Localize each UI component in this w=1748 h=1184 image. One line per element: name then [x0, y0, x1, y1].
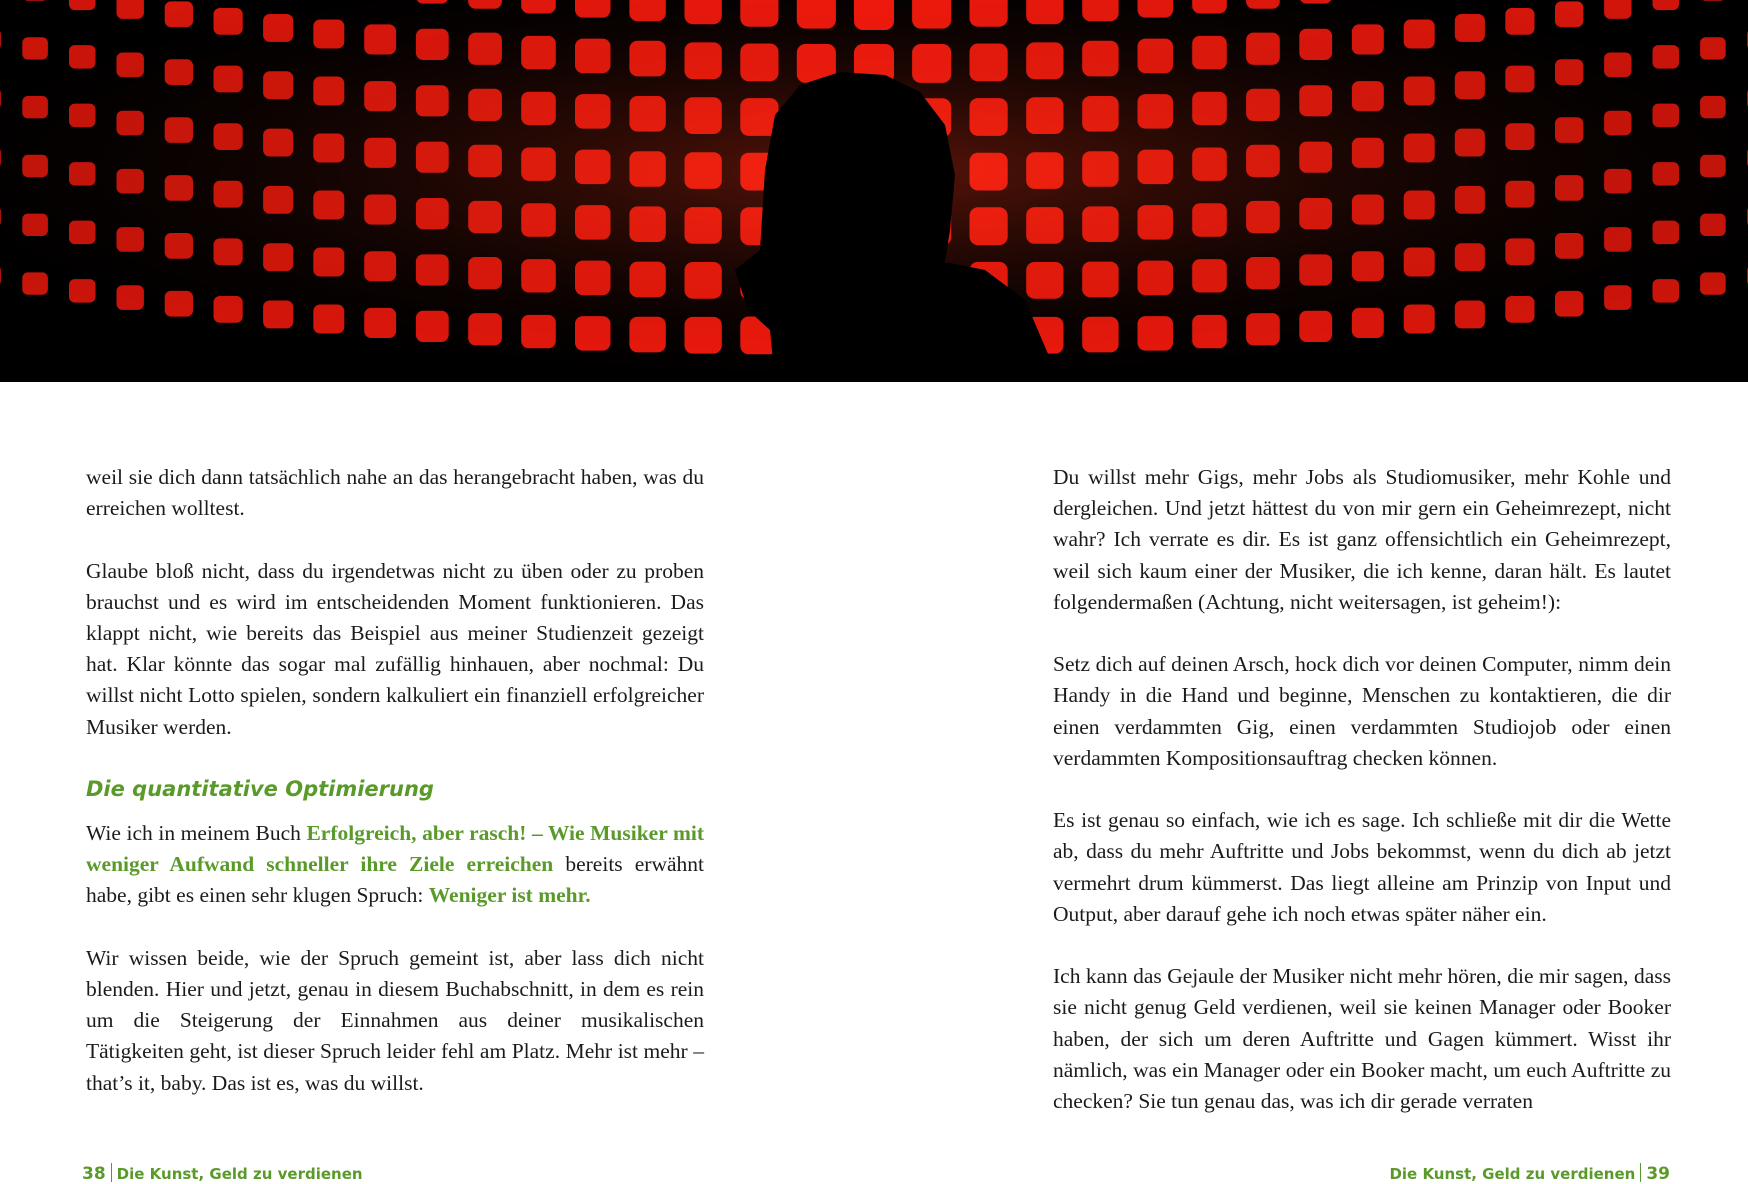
- header-photo-red-led-wall: [0, 0, 1748, 382]
- paragraph-2: Glaube bloß nicht, dass du irgendetwas nicht zu üben oder zu proben brauchst und es wird im entscheidenden Moment funktionieren. Das klappt nicht, wie bereits das Beispiel aus meiner Studienzeit gezeigt hat. Klar könnte das sogar mal zufällig hinhauen, aber nochmal: Du willst nicht Lotto spielen, sondern kalkuliert ein finanziell erfolgreicher Musiker werden.: [86, 558, 704, 739]
- running-title-left: Die Kunst, Geld zu verdienen: [116, 1165, 363, 1183]
- quote-text-1: Wie ich in meinem Buch: [86, 821, 307, 845]
- paragraph-last: Wir wissen beide, wie der Spruch gemeint ist, aber lass dich nicht blenden. Hier und jetzt, genau in diesem Buchabschnitt, in dem es rein um die Steigerung der Einnahmen aus deiner musikalischen Tätigkeiten geht, ist dieser Spruch leider fehl am Platz. Mehr ist mehr – that’s it, baby. Das ist es, was du willst.: [86, 945, 704, 1095]
- page-number-right: 39: [1646, 1164, 1670, 1184]
- footer-left: [82, 1163, 363, 1184]
- saying-highlight: Weniger ist mehr.: [428, 883, 591, 908]
- paragraph-1: Du willst mehr Gigs, mehr Jobs als Studiomusiker, mehr Kohle und dergleichen. Und jetzt hättest du von mir gern ein Geheimrezept, nicht wahr? Ich verrate es dir. Es ist ganz offensichtlich ein Geheimrezept, weil sich kaum einer der Musiker, die ich kenne, daran hält. Es lautet folgendermaßen (Achtung, nicht weitersagen, ist geheim!):: [1053, 465, 1671, 614]
- footer-divider: [1640, 1163, 1641, 1182]
- book-title: Erfolgreich, aber rasch! – Wie Musiker mit weniger Aufwand schneller ihre Ziele erreichen: [86, 821, 704, 877]
- paragraph-4: Ich kann das Gejaule der Musiker nicht mehr hören, die mir sagen, dass sie nicht genug Geld verdienen, weil sie keinen Manager oder Booker haben, der sich um deren Auftritte und Gagen kümmert. Wisst ihr nämlich, was ein Manager oder ein Booker macht, um euch Auftritte zu checken? Sie tun genau das, was ich dir gerade verraten: [1053, 964, 1671, 1114]
- paragraph-2: Setz dich auf deinen Arsch, hock dich vor deinen Computer, nimm dein Handy in die Hand und beginne, Menschen zu kontaktieren, die dir einen verdammten Gig, einen verdammten Studiojob oder einen verdammten Kompositionsauftrag checken können.: [1053, 652, 1671, 770]
- led-grid-photo: [0, 0, 1748, 382]
- section-subheading: Die quantitative Optimierung: [86, 777, 434, 801]
- page-number-left: 38: [82, 1164, 106, 1184]
- quote-text-2: bereits erwähnt habe, gibt es einen sehr klugen Spruch:: [86, 852, 704, 908]
- footer-right: [1389, 1163, 1670, 1184]
- footer-divider: [111, 1163, 112, 1182]
- paragraph-1: weil sie dich dann tatsächlich nahe an das herangebracht haben, was du erreichen wolltest.: [86, 465, 704, 521]
- left-page-column: [86, 462, 704, 1130]
- running-title-right: Die Kunst, Geld zu verdienen: [1389, 1165, 1636, 1183]
- paragraph-3: Es ist genau so einfach, wie ich es sage. Ich schließe mit dir die Wette ab, dass du mehr Auftritte und Jobs bekommst, wenn du dich ab jetzt vermehrt drum kümmerst. Das liegt alleine am Prinzip von Input und Output, aber darauf gehe ich noch etwas später näher ein.: [1053, 808, 1671, 926]
- paragraph-book-quote: [86, 818, 704, 912]
- right-page-column: [1053, 462, 1671, 1148]
